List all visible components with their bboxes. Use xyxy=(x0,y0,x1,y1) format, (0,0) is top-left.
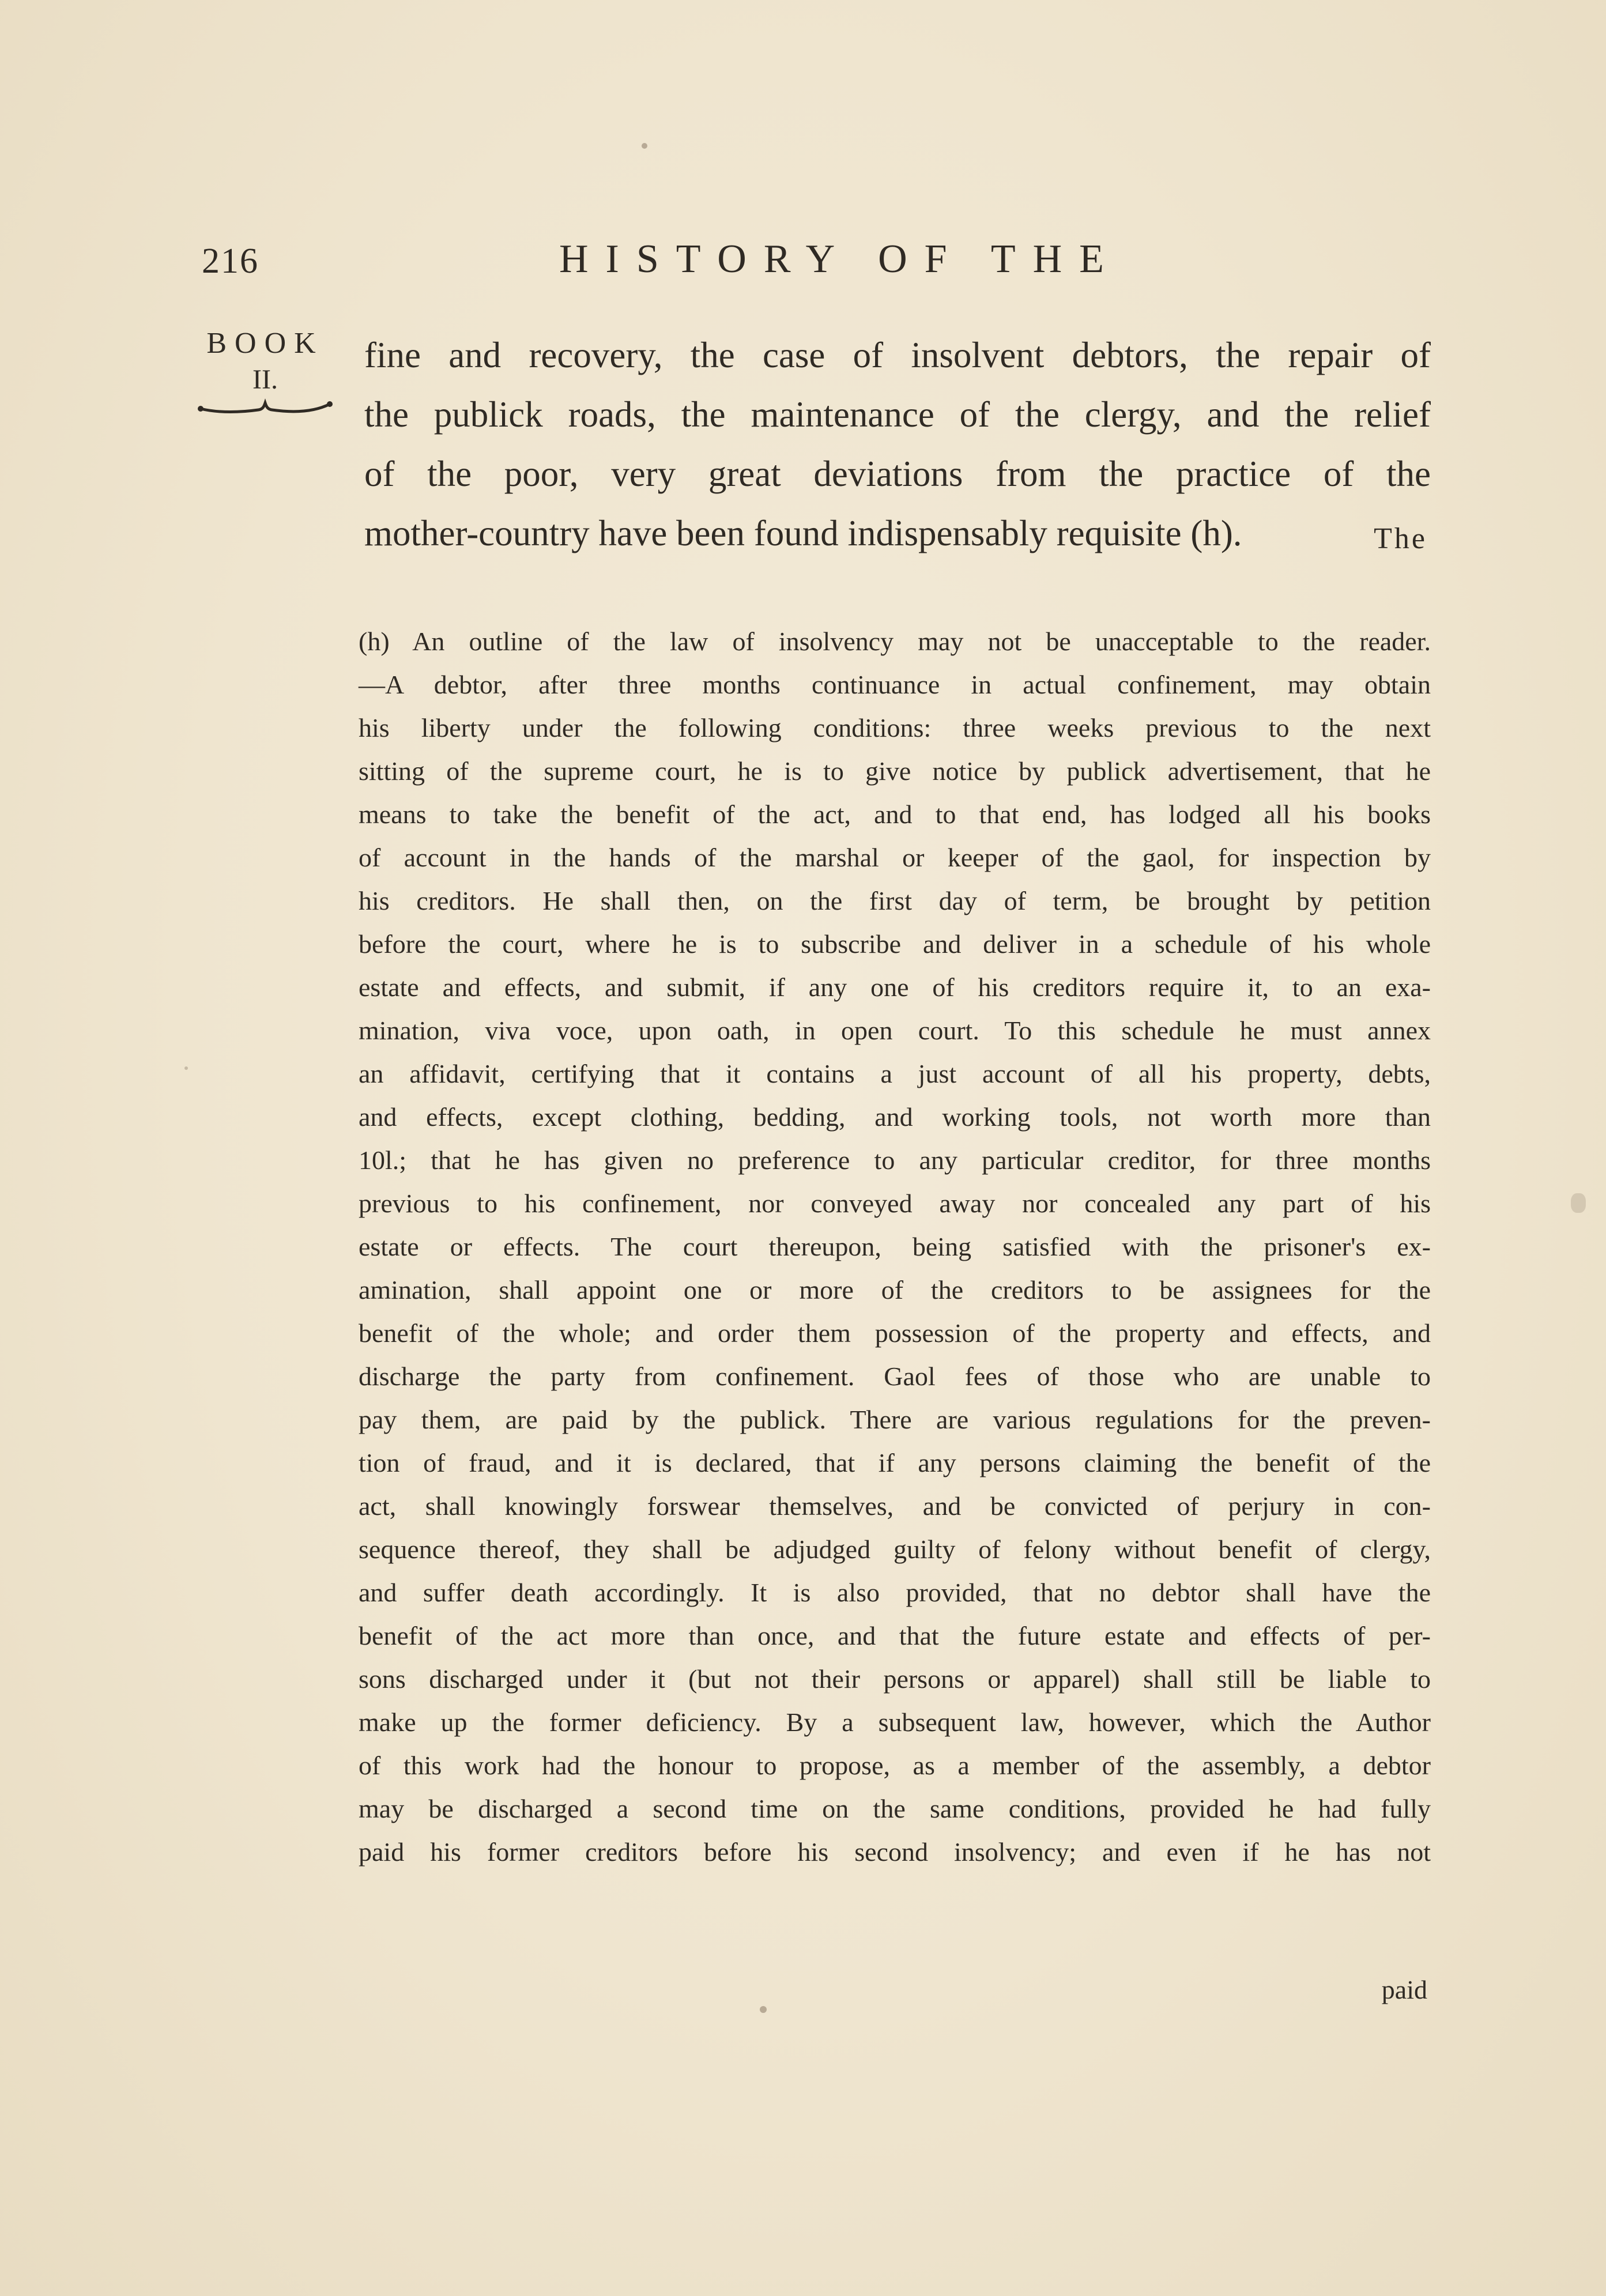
running-head xyxy=(202,236,1441,288)
catchword: The xyxy=(1374,522,1427,555)
paper-speck xyxy=(760,2006,767,2013)
footnote-line: paid his former creditors before his second insolvency; and even if he has not xyxy=(359,1837,1431,1867)
main-paragraph xyxy=(364,326,1431,563)
book-volume: II. xyxy=(252,364,278,395)
main-text-line: of the poor, very great deviations from the practice of the xyxy=(364,454,1431,494)
paper-stain xyxy=(1571,1193,1586,1213)
footnote-line: discharge the party from confinement. Gaol fees of those who are unable to xyxy=(359,1362,1431,1391)
footnote-line: make up the former deficiency. By a subsequent law, however, which the Author xyxy=(359,1707,1431,1737)
curly-brace-icon xyxy=(196,396,334,419)
footnote-line: before the court, where he is to subscribe and deliver in a schedule of his whole xyxy=(359,929,1431,959)
side-marker xyxy=(190,326,340,419)
footnote-line: and suffer death accordingly. It is also provided, that no debtor shall have the xyxy=(359,1578,1431,1607)
footnote-line: benefit of the whole; and order them possession of the property and effects, and xyxy=(359,1318,1431,1348)
footnote-line: sons discharged under it (but not their persons or apparel) shall still be liable to xyxy=(359,1664,1431,1694)
footnote-line: of this work had the honour to propose, as a member of the assembly, a debtor xyxy=(359,1751,1431,1780)
footnote-line: (h) An outline of the law of insolvency may not be unacceptable to the reader. xyxy=(359,627,1431,656)
main-text-line: the publick roads, the maintenance of the clergy, and the relief xyxy=(364,394,1431,435)
book-label: BOOK xyxy=(206,327,324,360)
footnote-line: pay them, are paid by the publick. There are various regulations for the preven- xyxy=(359,1405,1431,1434)
footnote-line: of account in the hands of the marshal or keeper of the gaol, for inspection by xyxy=(359,843,1431,872)
paper-speck xyxy=(184,1066,188,1070)
footnote-catchword: paid xyxy=(1381,1975,1427,2004)
page-number: 216 xyxy=(202,242,259,281)
footnote-line: estate or effects. The court thereupon, being satisfied with the prisoner's ex- xyxy=(359,1232,1431,1261)
footnote-line: act, shall knowingly forswear themselves, and be convicted of perjury in con- xyxy=(359,1491,1431,1521)
running-title: HISTORY OF THE xyxy=(559,237,1121,281)
main-text-line: fine and recovery, the case of insolvent debtors, the repair of xyxy=(364,335,1431,375)
footnote-line: his creditors. He shall then, on the first day of term, be brought by petition xyxy=(359,886,1431,915)
footnote-line: tion of fraud, and it is declared, that if any persons claiming the benefit of the xyxy=(359,1448,1431,1477)
main-text-line: mother-country have been found indispensably requisite (h). xyxy=(364,513,1242,553)
footnote-line: estate and effects, and submit, if any one of his creditors require it, to an exa- xyxy=(359,972,1431,1002)
footnote-line: his liberty under the following conditions: three weeks previous to the next xyxy=(359,713,1431,742)
paper-speck xyxy=(642,143,647,149)
footnote xyxy=(359,620,1431,1873)
footnote-line: sitting of the supreme court, he is to give notice by publick advertisement, that he xyxy=(359,756,1431,786)
footnote-line: amination, shall appoint one or more of the creditors to be assignees for the xyxy=(359,1275,1431,1305)
footnote-line: sequence thereof, they shall be adjudged guilty of felony without benefit of clergy, xyxy=(359,1535,1431,1564)
footnote-line: mination, viva voce, upon oath, in open court. To this schedule he must annex xyxy=(359,1016,1431,1045)
footnote-line: —A debtor, after three months continuance in actual confinement, may obtain xyxy=(359,670,1431,699)
footnote-line: and effects, except clothing, bedding, and working tools, not worth more than xyxy=(359,1102,1431,1132)
footnote-line: an affidavit, certifying that it contains a just account of all his property, debts, xyxy=(359,1059,1431,1088)
footnote-line: may be discharged a second time on the same conditions, provided he had fully xyxy=(359,1794,1431,1823)
footnote-line: means to take the benefit of the act, and to that end, has lodged all his books xyxy=(359,800,1431,829)
footnote-line: 10l.; that he has given no preference to any particular creditor, for three months xyxy=(359,1145,1431,1175)
footnote-line: benefit of the act more than once, and that the future estate and effects of per- xyxy=(359,1621,1431,1650)
footnote-line: previous to his confinement, nor conveyed away nor concealed any part of his xyxy=(359,1189,1431,1218)
